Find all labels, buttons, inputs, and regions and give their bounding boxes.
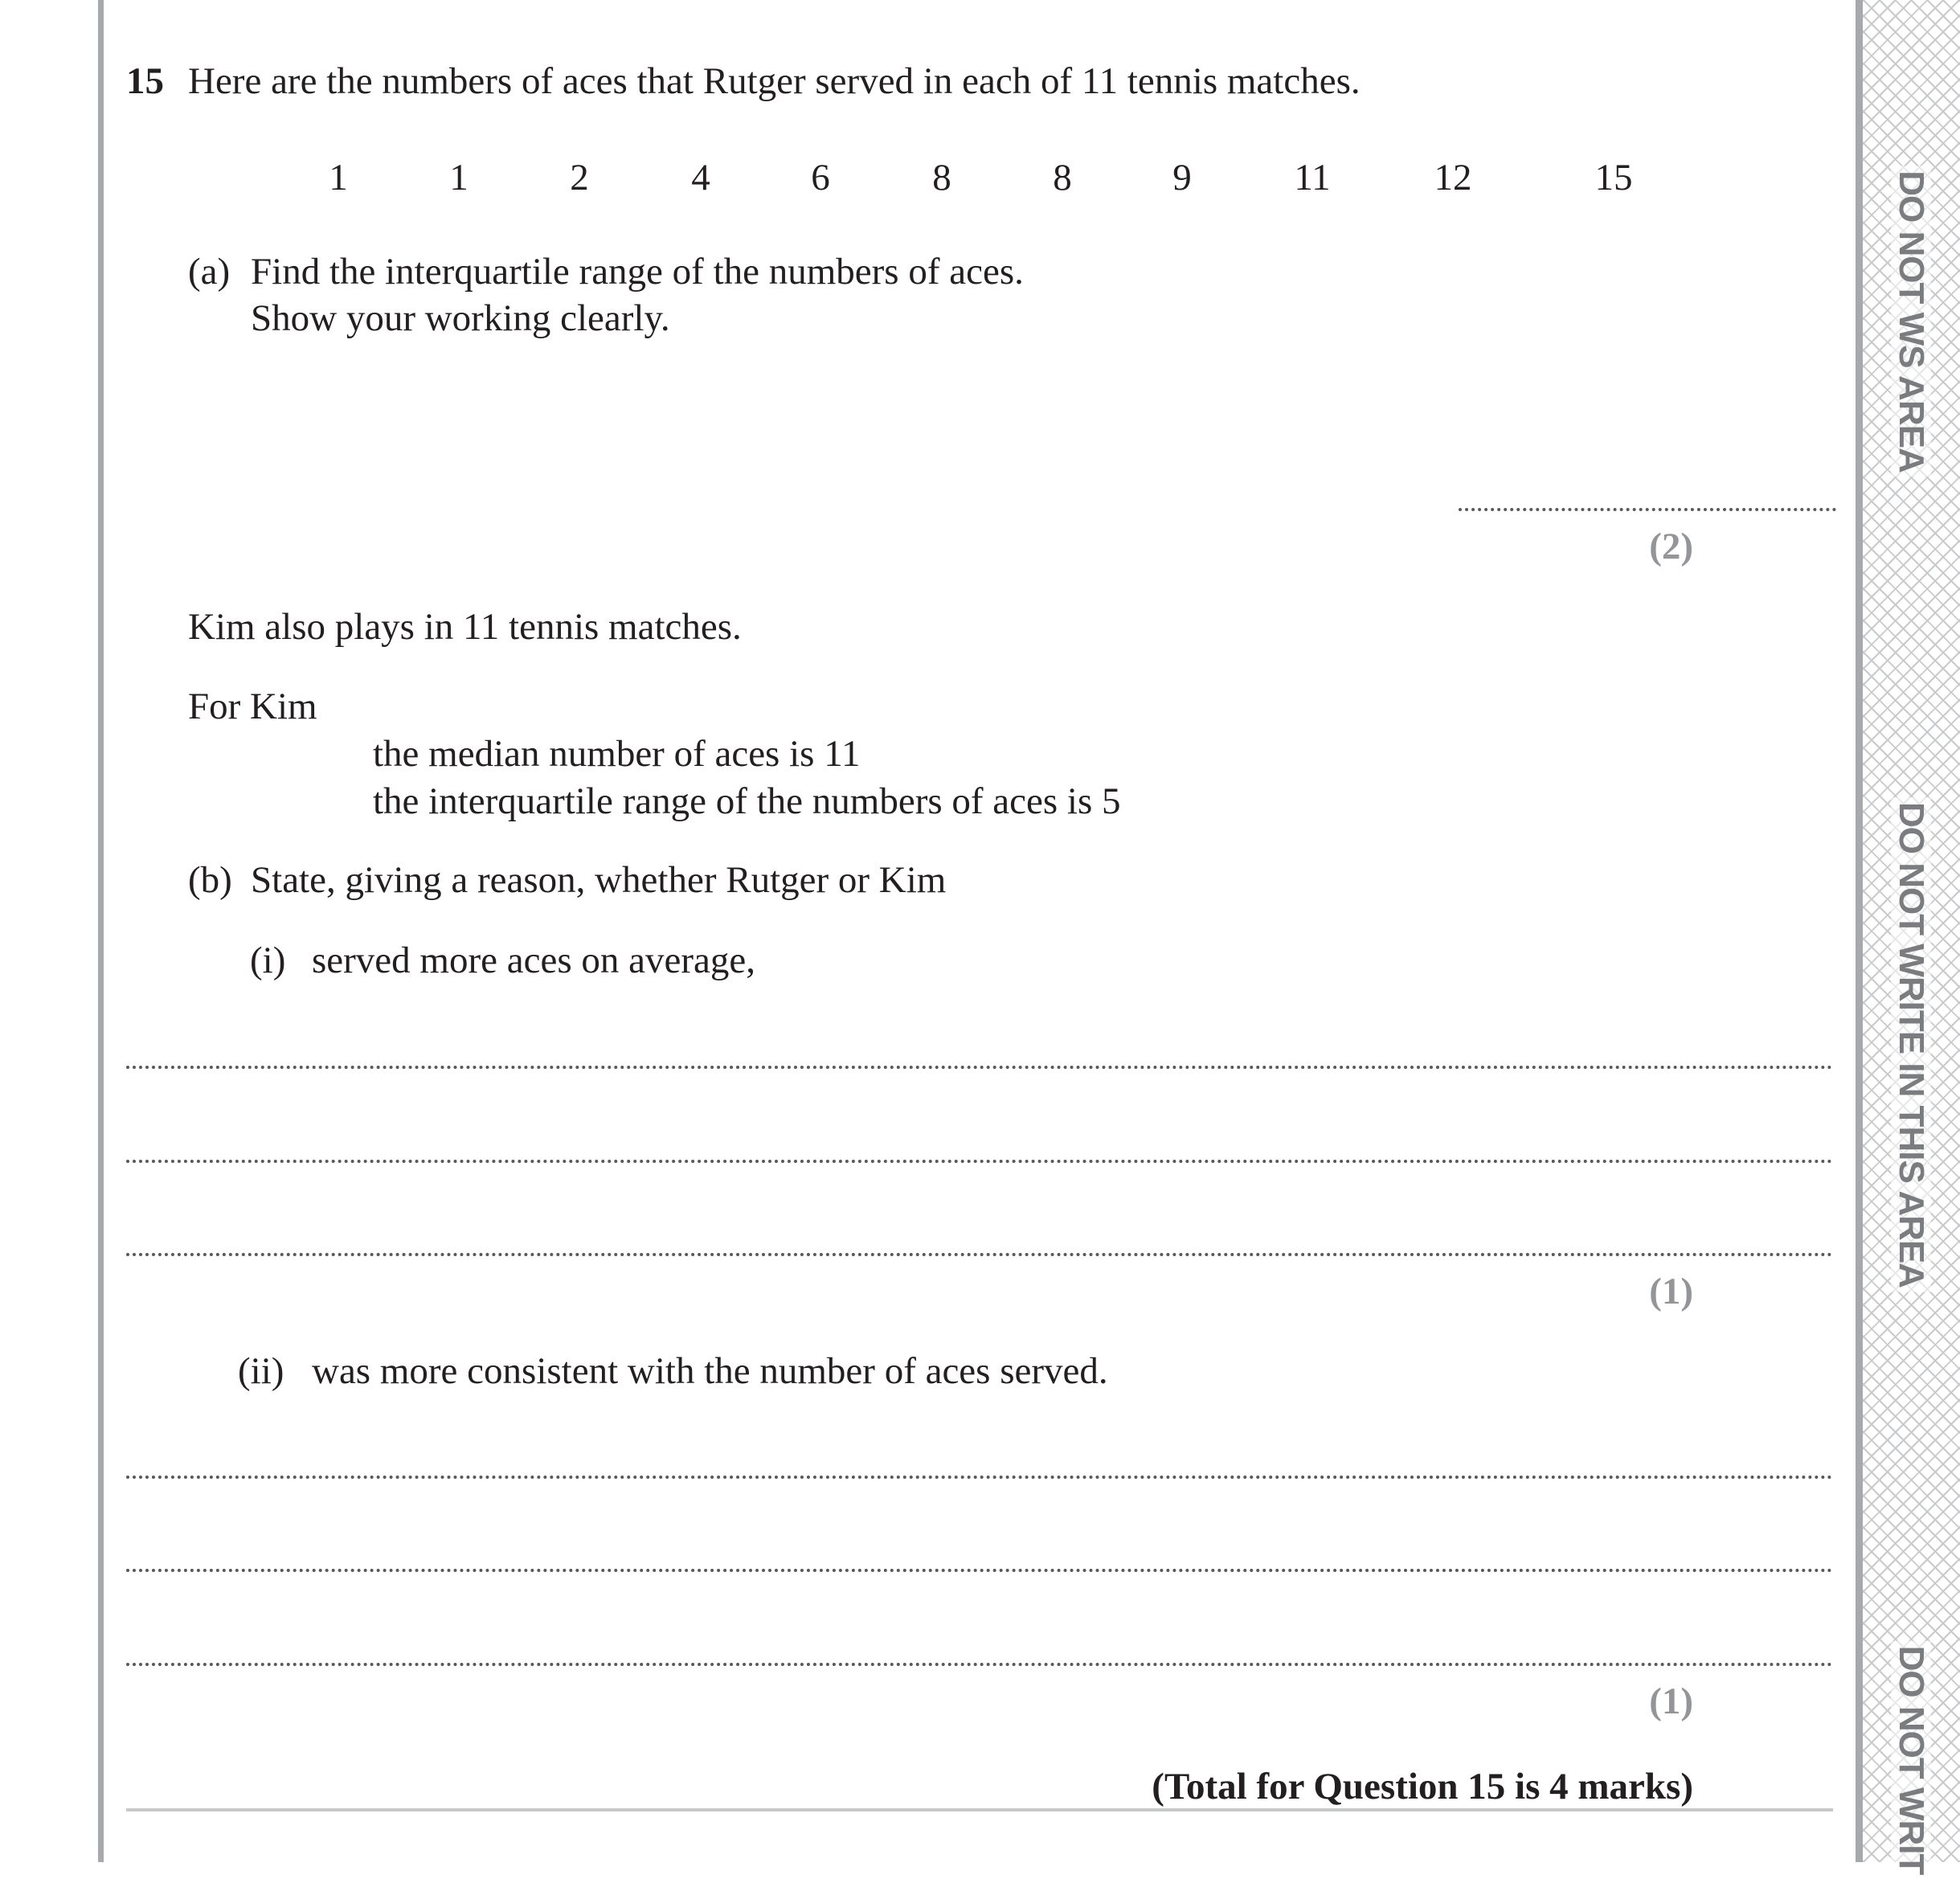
data-value: 1 xyxy=(329,157,348,199)
part-a-answer-line[interactable] xyxy=(1459,508,1836,511)
data-value: 12 xyxy=(1434,157,1472,199)
part-b-ii-answer-line-3[interactable] xyxy=(126,1663,1833,1666)
part-b-ii-answer-line-2[interactable] xyxy=(126,1569,1833,1572)
data-value: 2 xyxy=(570,157,589,199)
part-b-i-answer-line-3[interactable] xyxy=(126,1253,1833,1256)
total-rule xyxy=(126,1808,1833,1811)
page-border-left xyxy=(98,0,104,1862)
data-value: 11 xyxy=(1294,157,1331,199)
data-value: 9 xyxy=(1172,157,1192,199)
margin-warning-middle: DO NOT WRITE IN THIS AREA xyxy=(1891,797,1931,1292)
for-kim-label: For Kim xyxy=(188,686,317,727)
kim-iqr: the interquartile range of the numbers of aces is 5 xyxy=(373,780,1121,822)
part-b-label: (b) xyxy=(188,859,232,901)
margin-warning-top: DO NOT WS AREA xyxy=(1891,166,1931,477)
page-corner-right xyxy=(1826,0,1864,22)
part-b-i-text: served more aces on average, xyxy=(312,940,755,981)
part-b-ii-label: (ii) xyxy=(238,1350,284,1392)
part-a-working-note: Show your working clearly. xyxy=(251,297,670,339)
part-b-ii-answer-line-1[interactable] xyxy=(126,1476,1833,1479)
part-b-ii-text: was more consistent with the number of aces served. xyxy=(312,1350,1108,1392)
part-b-i-label: (i) xyxy=(250,940,286,981)
part-b-i-answer-line-2[interactable] xyxy=(126,1160,1833,1163)
data-value: 1 xyxy=(449,157,469,199)
part-a-label: (a) xyxy=(188,251,231,293)
data-value: 4 xyxy=(691,157,710,199)
data-value: 8 xyxy=(1053,157,1072,199)
question-number: 15 xyxy=(126,60,164,102)
question-total: (Total for Question 15 is 4 marks) xyxy=(1152,1766,1693,1807)
part-b-i-answer-line-1[interactable] xyxy=(126,1066,1833,1069)
part-b-i-marks: (1) xyxy=(1649,1271,1693,1312)
part-b-stem: State, giving a reason, whether Rutger or Kim xyxy=(251,859,947,901)
kim-median: the median number of aces is 11 xyxy=(373,733,861,775)
data-value: 15 xyxy=(1594,157,1633,199)
data-value: 6 xyxy=(811,157,830,199)
margin-warning-bottom: DO NOT WRIT xyxy=(1891,1641,1931,1879)
data-value: 8 xyxy=(932,157,951,199)
question-stem: Here are the numbers of aces that Rutger served in each of 11 tennis matches. xyxy=(188,60,1361,102)
page-border-right xyxy=(1856,0,1863,1862)
kim-intro: Kim also plays in 11 tennis matches. xyxy=(188,606,742,648)
part-a-marks: (2) xyxy=(1649,526,1693,567)
part-a-instruction: Find the interquartile range of the numbers of aces. xyxy=(251,251,1024,293)
part-b-ii-marks: (1) xyxy=(1649,1680,1693,1722)
page-corner-left xyxy=(98,0,136,22)
